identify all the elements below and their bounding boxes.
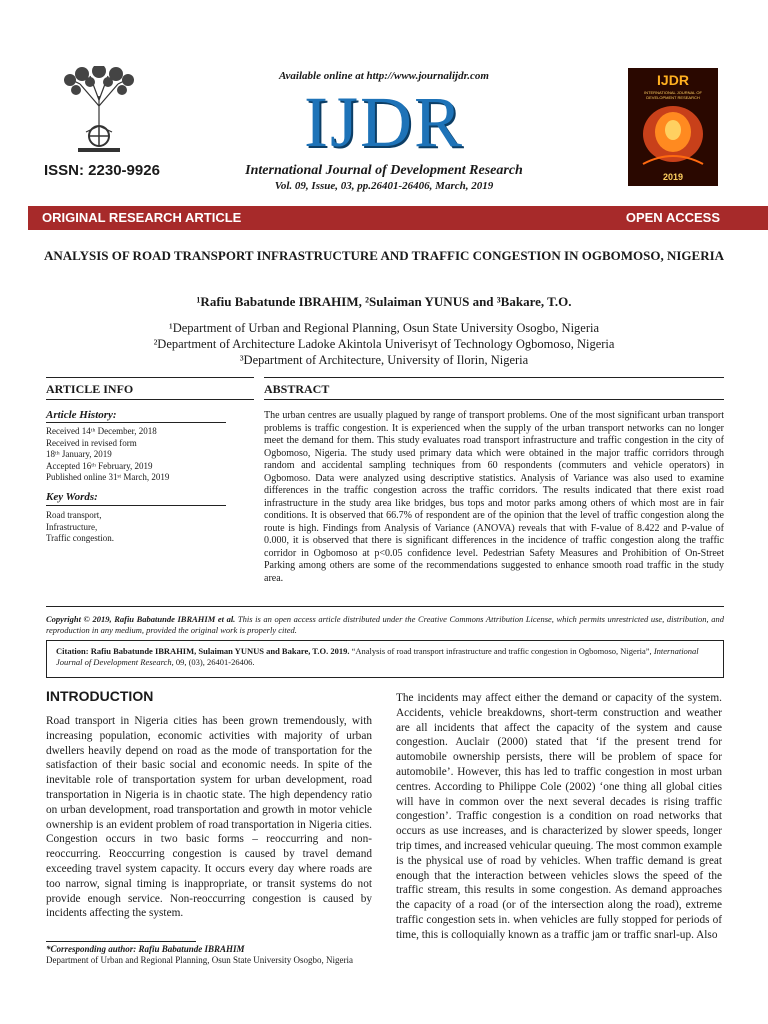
abstract-top-rule (264, 377, 724, 378)
issn: ISSN: 2230-9926 (44, 162, 160, 179)
info-head-rule (46, 399, 254, 400)
journal-cover-image (628, 68, 718, 186)
author-list: ¹Rafiu Babatunde IBRAHIM, ²Sulaiman YUNUS and ³Bakare, T.O. (196, 294, 572, 309)
journal-brand-logo: IJDR (303, 82, 464, 162)
cover-title: IJDR (657, 72, 689, 88)
abstract-head-rule (264, 399, 724, 400)
history-entry: 18ᵗʰ January, 2019 (46, 449, 112, 459)
abstract-heading: ABSTRACT (264, 382, 330, 396)
keywords-heading: Key Words: (46, 491, 98, 503)
keyword: Road transport, (46, 510, 102, 520)
article-title: ANALYSIS OF ROAD TRANSPORT INFRASTRUCTURE AND TRAFFIC CONGESTION IN OGBOMOSO, NIGERIA (43, 248, 725, 263)
journal-name: International Journal of Development Research (245, 163, 523, 178)
keyword: Infrastructure, (46, 521, 98, 532)
citation-lead: Citation: Rafiu Babatunde IBRAHIM, Sulaiman YUNUS and Bakare, T.O. 2019. (56, 646, 350, 656)
corresponding-author-footnote (46, 944, 376, 966)
copyright-notice (46, 614, 724, 636)
keywords-list (46, 510, 254, 545)
introduction-column-1: Road transport in Nigeria cities has been grown tremendously, with increasing population, economic activities with majority of urban dwellers heavily depend on road as the mode of transportation for the satisfaction of their basic social and economic needs. In spite of the inevitable role of transportation system for urban development, road transportation in Nigeria is in chaotic state. The high dependency ratio on urban development, road transportation and growth in motor vehicle ownership is an evident problem of road transportation in Nigeria cities. Congestion occurs in two basic forms – reoccurring and non-reoccurring. Reoccurring congestion is caused by travel demand exceeding travel system capacity. It occurs every day where roads are too narrow, signal timing is inappropriate, or transit systems do not provide enough service. Non-reoccurring congestion is caused by incidents affecting the system. (46, 715, 372, 920)
citation-journal: International Journal of Development Research (56, 646, 699, 667)
affiliation-1: ¹Department of Urban and Regional Planning, Osun State University Osogbo, Nigeria (168, 321, 600, 335)
introduction-heading: INTRODUCTION (46, 688, 154, 704)
citation-text (56, 646, 716, 668)
affiliation-2: ²Department of Architecture Ladoke Akintola Univerisyt of Technology Ogbomoso, Nigeria (153, 337, 615, 351)
abstract-text: The urban centres are usually plagued by range of transport problems. One of the most significant urban transport problems is traffic congestion. It is experienced when the supply of the urban transport networks can no longer meet the demand for them. This study evaluates road transport infrastructure and traffic congestion in the city of Ogbomoso, Nigeria. The study used primary data which were obtained in the major traffic corridors through random and accidental sampling techniques from 60 respondents (commuters and vehicle operators) in Ogbomoso. Data were analyzed using descriptive statistics. Analysis of Variance was also used to examine differences in the traffic congestion across the traffic corridors. The results indicated that there exist road infrastructure in the study area like bridges, bus tops and motor parks among others of which most are in fair conditions. It is observed that 66.7% of respondent are of the opinion that the level of traffic congestion along the route is high. Findings from Analysis of Variance (ANOVA) reveals that with F-value of 8.422 and P-value of 0.000, it is observed that there is significant differences in the incidence of traffic congestion along the traffic corridor in Ogbomoso at p<0.05 confidence level. Pedestrian Safety Measures and Prohibition of On-Street Parking among others are some of the recommendations suggested to enhance smooth road traffic in the study area. (264, 410, 724, 584)
article-type-label: ORIGINAL RESEARCH ARTICLE (42, 210, 242, 225)
history-entry: Received in revised form (46, 437, 137, 448)
keywords-rule (46, 505, 226, 506)
journal-website[interactable]: Available online at http://www.journalijdr.com (279, 70, 489, 82)
article-history-heading: Article History: (46, 409, 117, 421)
open-access-label: OPEN ACCESS (625, 210, 720, 225)
copyright-lead: Copyright © 2019, Rafiu Babatunde IBRAHIM et al. (46, 614, 236, 624)
history-rule (46, 422, 226, 423)
info-top-rule (46, 377, 254, 378)
citation-body: “Analysis of road transport infrastructure and traffic congestion in Ogbomoso, Nigeria”, (349, 646, 654, 656)
corresponding-author-label: *Corresponding author: Rafiu Babatunde IBRAHIM (46, 944, 245, 954)
affiliation-3: ³Department of Architecture, University of Ilorin, Nigeria (239, 353, 529, 367)
cover-year: 2019 (662, 172, 684, 182)
copyright-top-rule (46, 606, 724, 607)
history-entry: Accepted 16ᵗʰ February, 2019 (46, 460, 153, 471)
introduction-column-2: The incidents may affect either the demand or capacity of the system. Accidents, vehicle breakdowns, short-term construction and weather are all incidents that affect the capacity of the system and cause congestion. Auclair (2000) stated that ‘if the present trend for automobile ownership persists, there will be problem of space for automobile’. However, this has led to traffic congestion in most urban centres. According to Philippe Cole (2002) ‘one thing all global cities will have in common over the next several decades is rising traffic congestion’. Traffic congestion is a condition on road networks that occurs as use increases, and is characterized by slower speeds, longer trip times, and increased vehicular queuing. The most common example is the physical use of road by vehicles. When traffic demand is great enough that the interaction between vehicles slows the speed of the traffic stream, this results in some congestion. As demand approaches the capacity of a road (or of the intersection along the road), extreme traffic congestion sets in. when vehicles are fully stopped for periods of time, this is colloquially known as a traffic jam or traffic snarl-up. Also (396, 692, 722, 941)
article-info-heading: ARTICLE INFO (46, 382, 134, 396)
history-entry: Published online 31ˢᵗ March, 2019 (46, 472, 170, 482)
citation-tail: , 09, (03), 26401-26406. (171, 657, 255, 667)
article-history-list (46, 426, 254, 484)
volume-info: Vol. 09, Issue, 03, pp.26401-26406, March, 2019 (274, 180, 494, 192)
keyword: Traffic congestion. (46, 533, 114, 543)
footnote-rule (46, 941, 196, 942)
history-entry: Received 14ᵗʰ December, 2018 (46, 426, 157, 436)
copyright-text: This is an open access article distributed under the Creative Commons Attribution License, which permits unrestricted use, distribution, and reproduction in any medium, provided the original work is properly cited. (46, 614, 725, 635)
cover-subtitle: INTERNATIONAL JOURNAL OF DEVELOPMENT RESEARCH (644, 90, 702, 100)
corresponding-author-affiliation: Department of Urban and Regional Planning, Osun State University Osogbo, Nigeria (46, 955, 353, 965)
